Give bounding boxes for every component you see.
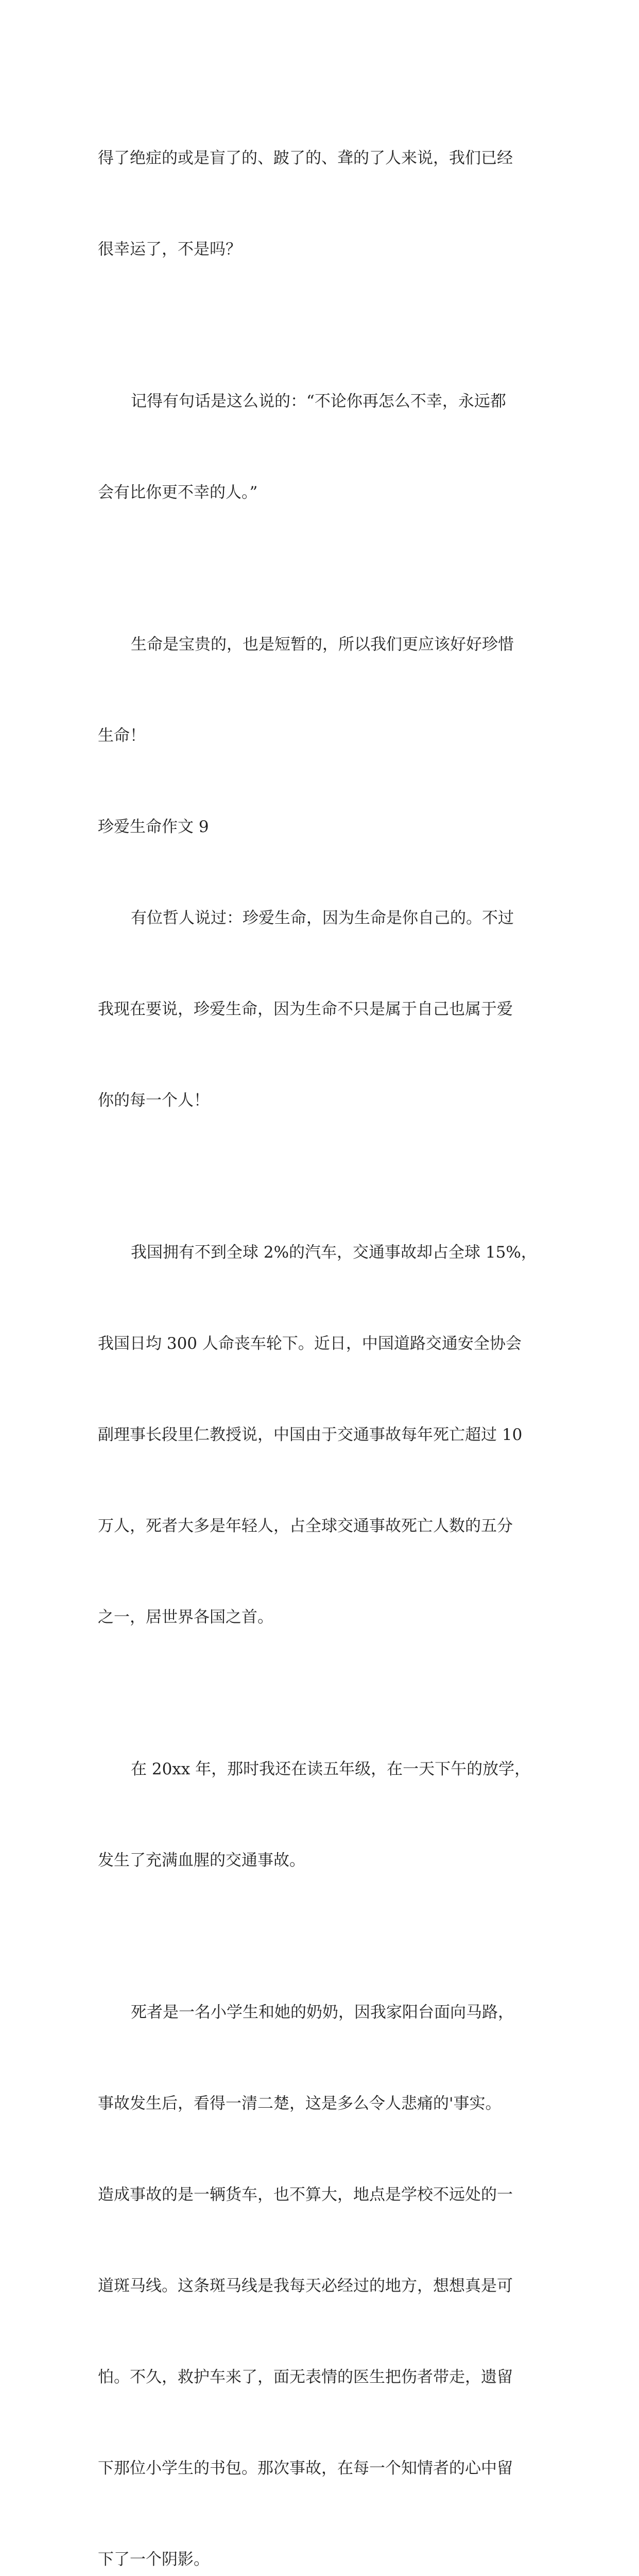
paragraph-3 <box>98 569 546 812</box>
text-line: 很幸运了，不是吗？ <box>98 240 241 259</box>
text-line: 得了绝症的或是盲了的、跛了的、聋的了人来说，我们已经 <box>98 149 513 167</box>
text-line: 记得有句话是这么说的：“不论你再怎么不幸，永远都 <box>131 392 506 411</box>
paragraph-5 <box>98 1177 546 1693</box>
section-heading: 珍爱生命作文 9 <box>98 818 209 836</box>
text-line: 生命是宝贵的，也是短暂的，所以我们更应该好好珍惜 <box>131 635 514 654</box>
paragraph-6 <box>98 1693 546 1937</box>
text-line: 会有比你更不幸的人。” <box>98 483 258 502</box>
paragraph-7 <box>98 1937 546 2576</box>
text-line: 死者是一名小学生和她的奶奶，因我家阳台面向马路， <box>131 2003 514 2022</box>
text-line: 造成事故的是一辆货车，也不算大，地点是学校不远处的一 <box>98 2185 513 2204</box>
paragraph-1 <box>98 82 546 326</box>
paragraph-2 <box>98 326 546 569</box>
text-line: 道斑马线。这条斑马线是我每天必经过的地方，想想真是可 <box>98 2277 513 2295</box>
text-line: 怕。不久，救护车来了，面无表情的医生把伤者带走，遗留 <box>98 2368 513 2386</box>
text-line: 有位哲人说过：珍爱生命，因为生命是你自己的。不过 <box>131 909 514 927</box>
text-line: 副理事长段里仁教授说，中国由于交通事故每年死亡超过 10 <box>98 1426 523 1444</box>
text-line: 生命！ <box>98 726 146 745</box>
text-line: 万人，死者大多是年轻人，占全球交通事故死亡人数的五分 <box>98 1517 513 1535</box>
text-line: 之一，居世界各国之首。 <box>98 1608 273 1626</box>
text-line: 我国拥有不到全球 2%的汽车，交通事故却占全球 15%， <box>131 1243 537 1262</box>
document-page <box>98 82 546 2576</box>
text-line: 我现在要说，珍爱生命，因为生命不只是属于自己也属于爱 <box>98 1000 513 1019</box>
text-line: 下那位小学生的书包。那次事故，在每一个知情者的心中留 <box>98 2459 513 2478</box>
text-line: 发生了充满血腥的交通事故。 <box>98 1851 305 1870</box>
text-line: 事故发生后，看得一清二楚，这是多么令人悲痛的'事实。 <box>98 2094 502 2113</box>
paragraph-4 <box>98 842 546 1177</box>
text-line: 下了一个阴影。 <box>98 2550 210 2569</box>
text-line: 我国日均 300 人命丧车轮下。近日，中国道路交通安全协会 <box>98 1334 522 1353</box>
text-line: 你的每一个人！ <box>98 1091 210 1110</box>
text-line: 在 20xx 年，那时我还在读五年级，在一天下午的放学， <box>131 1760 531 1778</box>
